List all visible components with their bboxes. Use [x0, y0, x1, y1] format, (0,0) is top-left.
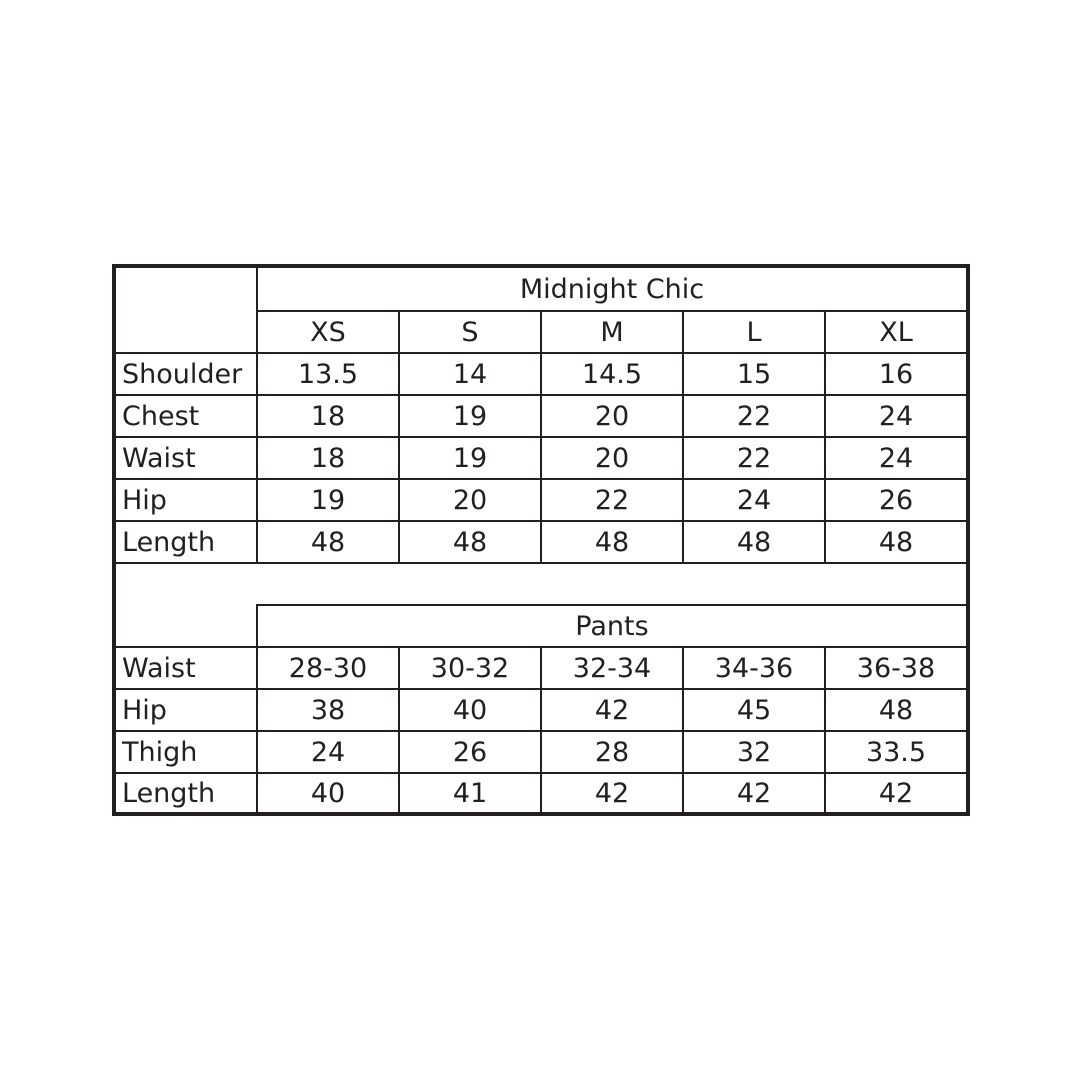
table-cell: 14: [452, 358, 488, 390]
table-cell: 22: [736, 442, 772, 474]
table-cell: 40: [310, 777, 346, 809]
table-cell: 20: [594, 400, 630, 432]
row-label-chest: Chest: [122, 400, 200, 432]
table-cell: 32: [736, 736, 772, 768]
table-cell: 34-36: [714, 652, 794, 684]
row-label-pants-hip: Hip: [122, 694, 167, 726]
table-cell: 19: [452, 400, 488, 432]
table-cell: 20: [594, 442, 630, 474]
size-header-xl: XL: [879, 316, 913, 348]
table-cell: 48: [452, 526, 488, 558]
table-cell: 24: [878, 400, 914, 432]
table-title-midnight-chic: Midnight Chic: [519, 273, 705, 305]
table-cell: 15: [736, 358, 772, 390]
table-cell: 40: [452, 694, 488, 726]
table-cell: 24: [878, 442, 914, 474]
table-cell: 36-38: [856, 652, 936, 684]
table-cell: 19: [310, 484, 346, 516]
row-label-hip: Hip: [122, 484, 167, 516]
table-cell: 48: [594, 526, 630, 558]
table-cell: 41: [452, 777, 488, 809]
table-cell: 42: [594, 777, 630, 809]
row-label-pants-waist: Waist: [122, 652, 196, 684]
table-cell: 38: [310, 694, 346, 726]
table-cell: 26: [452, 736, 488, 768]
table-cell: 26: [878, 484, 914, 516]
table-cell: 20: [452, 484, 488, 516]
table-cell: 24: [310, 736, 346, 768]
table-cell: 48: [878, 526, 914, 558]
table-cell: 16: [878, 358, 914, 390]
size-header-xs: XS: [310, 316, 346, 348]
table-cell: 18: [310, 400, 346, 432]
table-cell: 42: [878, 777, 914, 809]
table-cell: 24: [736, 484, 772, 516]
row-label-shoulder: Shoulder: [122, 358, 243, 390]
row-label-pants-thigh: Thigh: [122, 736, 198, 768]
table-cell: 14.5: [581, 358, 643, 390]
table-cell: 19: [452, 442, 488, 474]
table-cell: 42: [736, 777, 772, 809]
size-chart-table: [112, 264, 970, 816]
table-cell: 45: [736, 694, 772, 726]
table-title-pants: Pants: [575, 610, 649, 642]
size-header-s: S: [461, 316, 479, 348]
size-header-l: L: [746, 316, 762, 348]
row-label-length: Length: [122, 526, 216, 558]
table-cell: 48: [736, 526, 772, 558]
table-cell: 18: [310, 442, 346, 474]
table-cell: 13.5: [297, 358, 359, 390]
table-cell: 48: [878, 694, 914, 726]
rule-under-length: [116, 562, 966, 564]
table-cell: 33.5: [865, 736, 927, 768]
table-cell: 28: [594, 736, 630, 768]
size-header-m: M: [600, 316, 624, 348]
table-cell: 48: [310, 526, 346, 558]
row-label-waist: Waist: [122, 442, 196, 474]
table-cell: 32-34: [572, 652, 652, 684]
table-cell: 22: [594, 484, 630, 516]
table-cell: 22: [736, 400, 772, 432]
table-cell: 30-32: [430, 652, 510, 684]
table-cell: 28-30: [288, 652, 368, 684]
row-label-pants-length: Length: [122, 777, 216, 809]
table-cell: 42: [594, 694, 630, 726]
